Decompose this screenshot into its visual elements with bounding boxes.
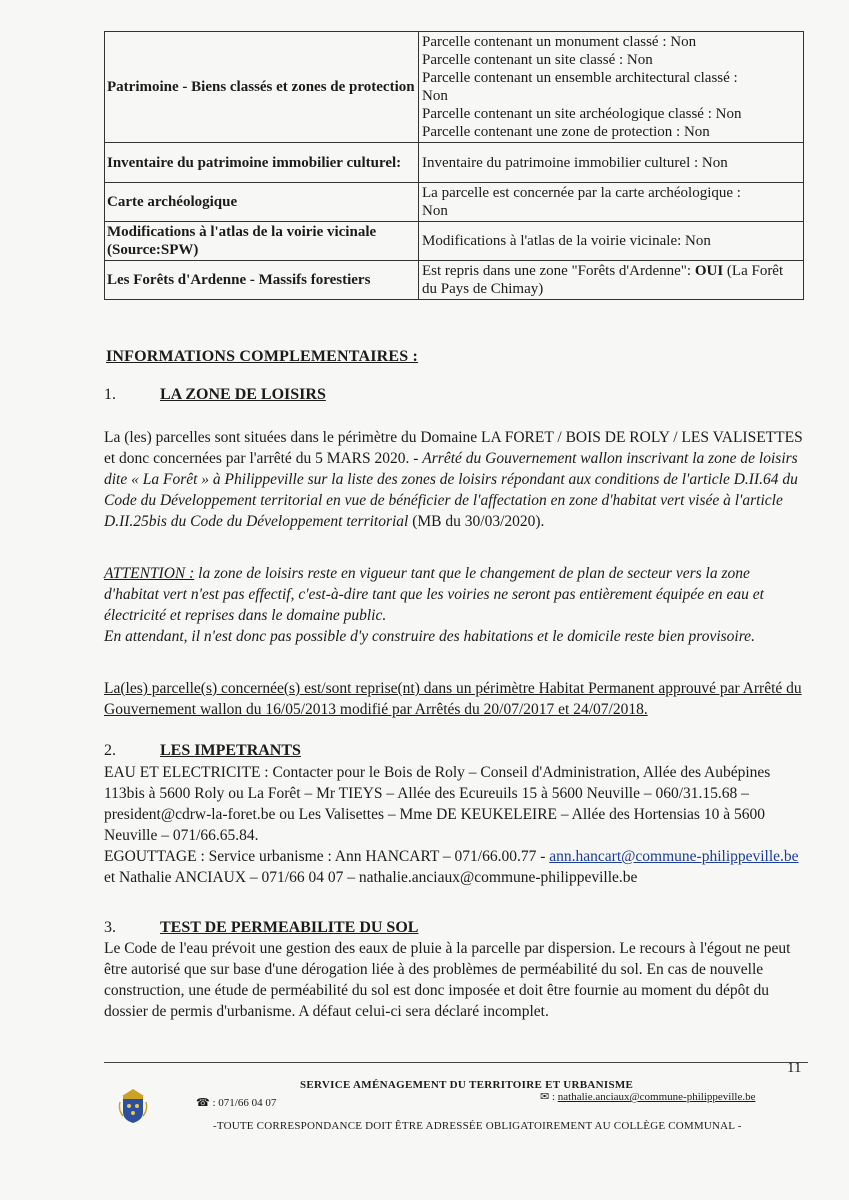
row-value: [419, 183, 804, 222]
value-line: Parcelle contenant un site archéologique classé : Non: [422, 106, 742, 122]
envelope-icon: ✉: [540, 1091, 550, 1103]
table-row: [105, 261, 804, 300]
table-row: [105, 32, 804, 143]
municipal-crest-logo: [118, 1086, 148, 1124]
section-2-title: [104, 742, 301, 760]
footer-divider: [104, 1062, 808, 1063]
footer-phone: [196, 1096, 276, 1109]
value-emphasis: OUI: [694, 263, 724, 279]
value-text: (La Forêt du Pays de Chimay): [422, 263, 784, 297]
attention-paragraph: [104, 563, 804, 647]
page-number: 11: [787, 1060, 802, 1076]
attention-text: la zone de loisirs reste en vigueur tant que le changement de plan de secteur vers la zone d'habitat vert n'est pas effectif, c'est-à-dire tant que les voiries ne seront pas entièrement équipée en eau et électricité et reprises dans le domaine public.: [104, 565, 764, 624]
email-link[interactable]: ann.hancart@commune-philippeville.be: [549, 848, 799, 865]
section-3-title: [104, 919, 418, 937]
section-1-title: [104, 386, 326, 404]
row-value: Inventaire du patrimoine immobilier culturel : Non: [419, 143, 804, 183]
table-row: [105, 222, 804, 261]
row-label: Les Forêts d'Ardenne - Massifs forestiers: [105, 261, 419, 300]
section-number: 3.: [104, 919, 116, 936]
section-number: 1.: [104, 386, 116, 403]
egouttage-text: et Nathalie ANCIAUX – 071/66 04 07 – nathalie.anciaux@commune-philippeville.be: [104, 869, 638, 886]
row-label: Modifications à l'atlas de la voirie vicinale (Source:SPW): [105, 222, 419, 261]
habitat-permanent-paragraph: La(les) parcelle(s) concernée(s) est/sont reprise(nt) dans un périmètre Habitat Permanent approuvé par Arrêté du Gouvernement wallon du 16/05/2013 modifié par Arrêtés du 20/07/2017 et 24/07/2018.: [104, 680, 802, 718]
value-line: Non: [422, 88, 448, 104]
phone-number: : 071/66 04 07: [212, 1097, 277, 1109]
section-heading: INFORMATIONS COMPLEMENTAIRES :: [106, 348, 419, 365]
row-label: Carte archéologique: [105, 183, 419, 222]
value-line: Parcelle contenant une zone de protection : Non: [422, 124, 710, 140]
eau-electricite-text: EAU ET ELECTRICITE : Contacter pour le Bois de Roly – Conseil d'Administration, Allée des Aubépines 113bis à 5600 Roly ou La Forêt – Mr TIEYS – Allée des Ecureuils 15 à 5600 Neuville – 060/31.15.68 – president@cdrw-la-foret.be ou Les Valisettes – Mme DE KEUKELEIRE – Allée des Hortensias 10 à 5600 Neuville – 071/66.65.84.: [104, 764, 771, 844]
text-plain: La (les) parcelles sont situées dans le périmètre du Domaine LA FORET / BOIS DE ROLY / LES VALISETTES et donc concernées par l'arrêté du 5 MARS 2020. -: [104, 429, 803, 467]
egouttage-text: EGOUTTAGE : Service urbanisme : Ann HANCART – 071/66.00.77 -: [104, 848, 550, 865]
email-link[interactable]: nathalie.anciaux@commune-philippeville.be: [557, 1091, 756, 1103]
section-label: TEST DE PERMEABILITE DU SOL: [160, 919, 419, 936]
service-name: SERVICE AMÉNAGEMENT DU TERRITOIRE ET URBANISME: [300, 1079, 634, 1091]
row-value: Modifications à l'atlas de la voirie vicinale: Non: [419, 222, 804, 261]
permeabilite-paragraph: Le Code de l'eau prévoit une gestion des eaux de pluie à la parcelle par dispersion. Le recours à l'égout ne peut être autorisé que sur base d'une dérogation liée à des problèmes de perméabilité du sol. En cas de nouvelle construction, une étude de perméabilité du sol est donc imposée et doit être fournie au moment du dépôt du dossier de permis d'urbanisme. A défaut celui-ci sera déclaré incomplet.: [104, 940, 791, 1020]
section-label: LES IMPETRANTS: [160, 742, 301, 759]
row-value: [419, 32, 804, 143]
footer-email: ✉ : nathalie.anciaux@commune-philippeville.be: [540, 1091, 756, 1103]
correspondence-notice: -TOUTE CORRESPONDANCE DOIT ÊTRE ADRESSÉE OBLIGATOIREMENT AU COLLÈGE COMMUNAL -: [213, 1120, 742, 1132]
attention-label: ATTENTION :: [104, 565, 195, 582]
table-row: [105, 143, 804, 183]
impetrants-paragraph: [104, 762, 804, 888]
phone-icon: ☎: [196, 1097, 210, 1109]
zone-loisirs-paragraph: [104, 427, 804, 532]
value-line: Parcelle contenant un ensemble architectural classé :: [422, 70, 738, 86]
value-line: La parcelle est concernée par la carte archéologique :: [422, 185, 741, 201]
attention-text: En attendant, il n'est donc pas possible d'y construire des habitations et le domicile reste bien provisoire.: [104, 628, 755, 645]
value-line: Parcelle contenant un site classé : Non: [422, 52, 653, 68]
property-info-table: [104, 31, 804, 300]
text-italic: Arrêté du Gouvernement wallon inscrivant la zone de loisirs dite « La Forêt » à Philippeville sur la liste des zones de loisirs répondant aux conditions de l'article D.II.64 du Code du Développement territorial en vue de bénéficier de l'affectation en zone d'habitat vert visée à l'article D.II.25bis du Code du Développement territorial: [104, 450, 798, 530]
row-label: Inventaire du patrimoine immobilier culturel:: [105, 143, 419, 183]
value-text: Est repris dans une zone "Forêts d'Ardenne":: [422, 263, 695, 279]
value-line: Non: [422, 203, 448, 219]
row-label: Patrimoine - Biens classés et zones de protection: [105, 32, 419, 143]
table-row: [105, 183, 804, 222]
text-plain: (MB du 30/03/2020).: [408, 513, 545, 530]
section-label: LA ZONE DE LOISIRS: [160, 386, 326, 403]
row-value: [419, 261, 804, 300]
value-line: Parcelle contenant un monument classé : Non: [422, 34, 697, 50]
section-number: 2.: [104, 742, 116, 759]
